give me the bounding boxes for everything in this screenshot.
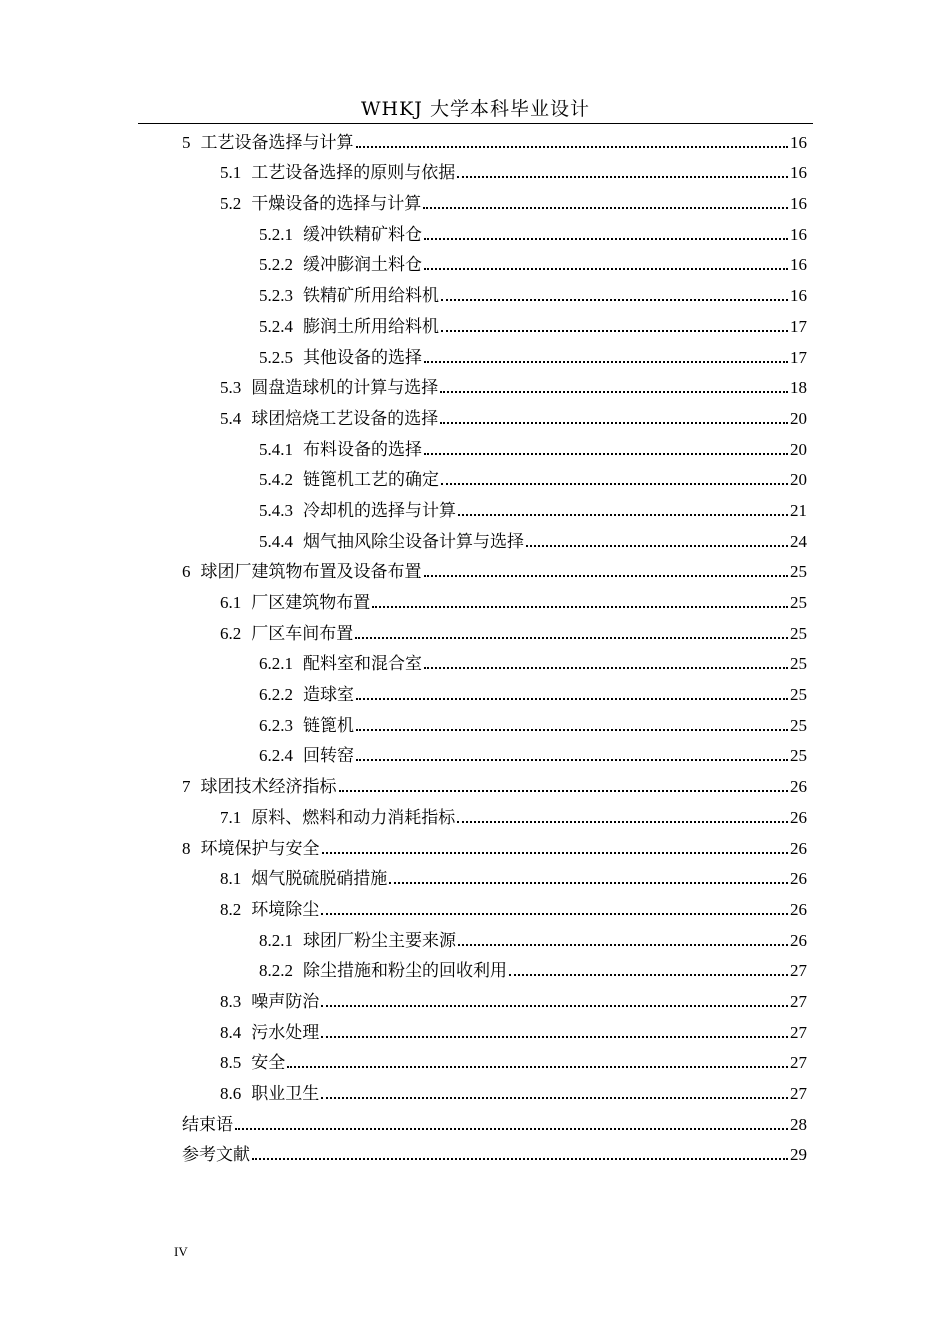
toc-entry[interactable]	[182, 645, 807, 676]
toc-entry-number: 7.1	[220, 807, 242, 827]
toc-dot-leader	[509, 974, 788, 976]
toc-entry-title: 球团厂建筑物布置及设备布置	[200, 562, 422, 583]
toc-dot-leader	[356, 759, 788, 761]
toc-entry-page: 16	[790, 286, 807, 306]
toc-entry-title: 结束语	[182, 1114, 233, 1135]
toc-entry[interactable]	[182, 491, 807, 522]
toc-dot-leader	[372, 606, 788, 608]
toc-entry-page: 26	[790, 930, 807, 950]
toc-entry[interactable]	[182, 522, 807, 553]
toc-entry[interactable]	[182, 1074, 807, 1105]
toc-entry-title: 干燥设备的选择与计算	[251, 194, 422, 215]
toc-entry-page: 27	[790, 1084, 807, 1103]
toc-dot-leader	[424, 667, 788, 669]
toc-entry-title: 链篦机工艺的确定	[303, 470, 439, 491]
toc-entry-page: 20	[790, 470, 807, 490]
toc-dot-leader	[424, 453, 788, 455]
toc-entry-title: 参考文献	[182, 1145, 250, 1166]
toc-entry-title: 工艺设备选择的原则与依据	[251, 163, 456, 184]
toc-entry[interactable]	[182, 338, 807, 369]
toc-entry-number: 5.2.1	[259, 224, 293, 244]
toc-dot-leader	[424, 575, 789, 577]
toc-entry-title: 冷却机的选择与计算	[303, 500, 456, 521]
toc-dot-leader	[356, 729, 788, 731]
toc-entry-page: 27	[790, 1053, 807, 1073]
toc-entry-number: 6.1	[220, 593, 242, 612]
toc-entry-number: 5.4.2	[259, 470, 293, 490]
toc-entry-page: 26	[790, 899, 807, 919]
toc-entry-page: 28	[790, 1114, 807, 1134]
toc-entry-page: 20	[790, 439, 807, 459]
toc-entry-number: 8.3	[220, 991, 242, 1011]
table-of-contents	[182, 123, 807, 1166]
toc-entry-title: 职业卫生	[251, 1084, 320, 1104]
toc-entry-page: 27	[790, 961, 807, 981]
toc-entry-page: 17	[790, 347, 807, 367]
toc-dot-leader	[424, 361, 788, 363]
toc-dot-leader	[356, 146, 789, 148]
toc-entry[interactable]	[182, 307, 807, 338]
toc-entry-number: 6.2.1	[259, 654, 293, 674]
toc-entry-title: 缓冲铁精矿料仓	[303, 224, 422, 245]
toc-entry-number: 5.3	[220, 378, 242, 398]
toc-dot-leader	[441, 483, 788, 485]
toc-entry-number: 5.2.3	[259, 286, 293, 306]
toc-entry-page: 16	[790, 194, 807, 214]
toc-entry[interactable]	[182, 276, 807, 307]
toc-entry-page: 26	[790, 777, 807, 797]
toc-entry[interactable]	[182, 706, 807, 737]
toc-entry-title: 圆盘造球机的计算与选择	[251, 378, 439, 399]
toc-entry-title: 环境除尘	[251, 899, 320, 920]
toc-entry-page: 18	[790, 378, 807, 398]
toc-entry-page: 25	[790, 746, 807, 766]
toc-entry-number: 5.2	[220, 194, 242, 214]
toc-entry[interactable]	[182, 737, 807, 768]
toc-entry[interactable]	[182, 553, 807, 584]
toc-entry[interactable]	[182, 982, 807, 1013]
toc-entry[interactable]	[182, 890, 807, 921]
toc-entry-title: 厂区建筑物布置	[251, 593, 371, 613]
toc-entry[interactable]	[182, 123, 807, 154]
toc-entry[interactable]	[182, 461, 807, 492]
toc-entry-number: 5.1	[220, 163, 242, 183]
toc-entry-number: 8	[182, 838, 191, 858]
toc-entry[interactable]	[182, 952, 807, 983]
toc-entry-title: 噪声防治	[251, 991, 320, 1012]
toc-dot-leader	[457, 821, 788, 823]
toc-dot-leader	[287, 1066, 788, 1068]
toc-entry-page: 29	[790, 1145, 807, 1165]
toc-entry-number: 6	[182, 562, 191, 582]
toc-entry-number: 8.4	[220, 1022, 242, 1042]
toc-entry-title: 配料室和混合室	[303, 654, 422, 675]
toc-dot-leader	[389, 882, 788, 884]
toc-entry-number: 7	[182, 777, 191, 797]
toc-entry-page: 16	[790, 132, 807, 152]
toc-entry-title: 原料、燃料和动力消耗指标	[251, 807, 456, 828]
toc-dot-leader	[322, 852, 789, 854]
toc-entry-title: 其他设备的选择	[303, 347, 422, 368]
toc-entry-page: 26	[790, 807, 807, 827]
toc-entry-number: 6.2.4	[259, 746, 293, 766]
toc-entry-page: 16	[790, 255, 807, 275]
toc-entry-page: 25	[790, 715, 807, 735]
toc-entry[interactable]	[182, 583, 807, 614]
toc-entry-number: 6.2.3	[259, 715, 293, 735]
toc-entry-title: 球团焙烧工艺设备的选择	[251, 408, 439, 429]
toc-entry[interactable]	[182, 921, 807, 952]
toc-entry[interactable]	[182, 246, 807, 277]
toc-dot-leader	[458, 944, 788, 946]
toc-entry-page: 21	[790, 500, 807, 520]
toc-entry-page: 26	[790, 838, 807, 858]
toc-dot-leader	[424, 268, 788, 270]
toc-entry-title: 除尘措施和粉尘的回收利用	[303, 961, 507, 982]
toc-entry[interactable]	[182, 614, 807, 645]
toc-entry-page: 25	[790, 562, 807, 582]
toc-dot-leader	[440, 422, 788, 424]
toc-dot-leader	[321, 913, 788, 915]
toc-entry[interactable]	[182, 399, 807, 430]
toc-dot-leader	[441, 330, 788, 332]
toc-entry-page: 20	[790, 408, 807, 428]
toc-entry[interactable]	[182, 798, 807, 829]
toc-entry-number: 5.2.5	[259, 347, 293, 367]
toc-entry-page: 27	[790, 991, 807, 1011]
toc-entry-title: 回转窑	[303, 746, 354, 767]
toc-entry-page: 25	[790, 654, 807, 674]
toc-dot-leader	[526, 545, 788, 547]
toc-dot-leader	[321, 1005, 788, 1007]
toc-entry-page: 26	[790, 869, 807, 889]
toc-entry[interactable]	[182, 767, 807, 798]
toc-entry-title: 造球室	[303, 685, 354, 706]
toc-dot-leader	[457, 176, 788, 178]
toc-entry-page: 25	[790, 593, 807, 612]
toc-entry-title: 球团厂粉尘主要来源	[303, 930, 456, 951]
toc-entry-number: 8.1	[220, 869, 242, 889]
toc-dot-leader	[441, 299, 788, 301]
toc-entry-number: 8.2.2	[259, 961, 293, 981]
toc-entry-title: 缓冲膨润土料仓	[303, 255, 422, 276]
toc-entry-page: 16	[790, 224, 807, 244]
toc-entry-number: 8.6	[220, 1084, 242, 1103]
toc-entry-page: 25	[790, 685, 807, 705]
header-title: WHKJ 大学本科毕业设计	[361, 98, 590, 120]
toc-entry-page: 24	[790, 531, 807, 551]
toc-dot-leader	[235, 1128, 788, 1130]
toc-entry-title: 链篦机	[303, 715, 354, 736]
toc-entry[interactable]	[182, 1136, 807, 1167]
toc-entry-page: 25	[790, 623, 807, 643]
toc-entry-number: 5.2.4	[259, 316, 293, 336]
toc-entry[interactable]	[182, 215, 807, 246]
toc-entry-title: 烟气抽风除尘设备计算与选择	[303, 531, 524, 552]
toc-dot-leader	[423, 207, 788, 209]
toc-entry-title: 安全	[251, 1053, 286, 1074]
toc-entry-number: 6.2	[220, 623, 242, 643]
toc-entry-title: 球团技术经济指标	[200, 777, 337, 798]
toc-entry[interactable]	[182, 430, 807, 461]
toc-entry-page: 16	[790, 163, 807, 183]
toc-entry-title: 布料设备的选择	[303, 439, 422, 460]
toc-dot-leader	[440, 391, 788, 393]
toc-dot-leader	[424, 238, 788, 240]
toc-entry-number: 5.4	[220, 408, 242, 428]
toc-dot-leader	[458, 514, 788, 516]
toc-dot-leader	[252, 1158, 788, 1160]
toc-entry-number: 5	[182, 132, 191, 152]
toc-entry-number: 8.5	[220, 1053, 242, 1073]
toc-entry[interactable]	[182, 369, 807, 400]
toc-entry[interactable]	[182, 860, 807, 891]
toc-entry-title: 烟气脱硫脱硝措施	[251, 869, 388, 890]
toc-entry-number: 8.2	[220, 899, 242, 919]
toc-entry-number: 5.2.2	[259, 255, 293, 275]
toc-entry[interactable]	[182, 675, 807, 706]
toc-entry[interactable]	[182, 1013, 807, 1044]
toc-entry-title: 污水处理	[251, 1022, 320, 1043]
toc-entry[interactable]	[182, 829, 807, 860]
toc-entry-title: 膨润土所用给料机	[303, 316, 439, 337]
toc-entry-title: 工艺设备选择与计算	[200, 132, 354, 153]
toc-entry[interactable]	[182, 1044, 807, 1075]
toc-entry[interactable]	[182, 154, 807, 185]
toc-entry-number: 5.4.3	[259, 500, 293, 520]
toc-entry-page: 27	[790, 1022, 807, 1042]
toc-entry[interactable]	[182, 1105, 807, 1136]
toc-entry[interactable]	[182, 184, 807, 215]
toc-entry-title: 厂区车间布置	[251, 623, 354, 644]
page-header	[138, 96, 813, 124]
toc-dot-leader	[356, 698, 788, 700]
toc-dot-leader	[355, 637, 788, 639]
toc-entry-page: 17	[790, 316, 807, 336]
toc-dot-leader	[321, 1036, 788, 1038]
toc-dot-leader	[339, 790, 789, 792]
toc-entry-title: 铁精矿所用给料机	[303, 286, 439, 307]
toc-dot-leader	[321, 1097, 788, 1099]
toc-entry-number: 8.2.1	[259, 930, 293, 950]
toc-entry-number: 5.4.4	[259, 531, 293, 551]
toc-entry-number: 5.4.1	[259, 439, 293, 459]
toc-entry-number: 6.2.2	[259, 685, 293, 705]
toc-entry-title: 环境保护与安全	[200, 838, 320, 859]
page-number: IV	[174, 1244, 188, 1259]
